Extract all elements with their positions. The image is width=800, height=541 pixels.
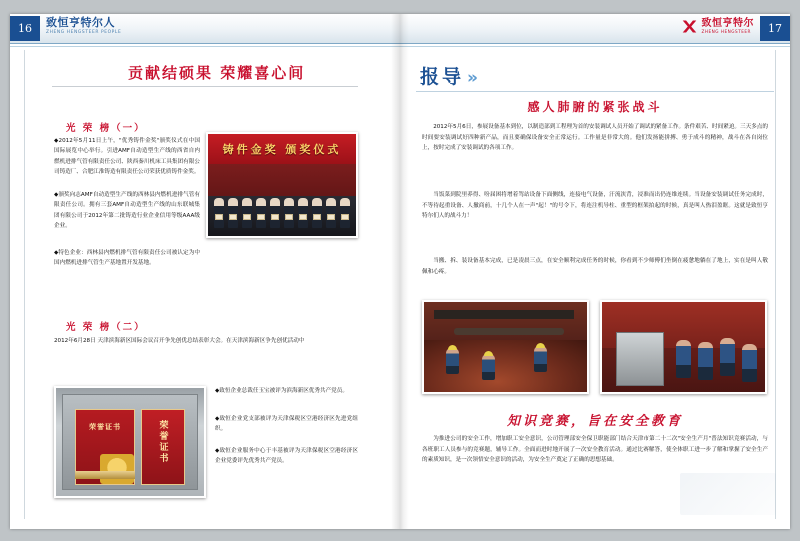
- honor-roll-1-para-1: ◆2012年5月11日上午，"优秀铸件金奖"颁奖仪式在中国国际展览中心举行。引进AMF自动造型生产线的西省自内燃机进排气管有限责任公司、陕西秦川机床工具集团有限公司铸造厂、合肥江淮铸造有限责任公司荣获优质铸件金奖。: [54, 138, 200, 176]
- article-1-para-1: [422, 122, 768, 156]
- title-underline: [52, 86, 358, 87]
- article-2-title: 知识竞赛，旨在安全教育: [506, 414, 683, 429]
- workshop-installation-photo: [422, 300, 589, 394]
- worker-figure: [534, 346, 547, 372]
- machine-unit: [616, 332, 664, 386]
- overhead-beam: [434, 310, 574, 319]
- article-1-title: 感人肺腑的紧张战斗: [527, 100, 663, 114]
- right-page-header: [400, 14, 790, 50]
- safety-helmet-icon: [536, 343, 545, 348]
- award-banner-text: 铸件金奖 颁奖仪式: [208, 134, 356, 164]
- certificate-right-text: 荣誉证书: [157, 420, 168, 464]
- equipment-debugging-photo: [600, 300, 767, 394]
- honor-roll-2-para-3: ◆致恒企业党支部被评为天津保税区空港经济区先进党组织。: [215, 416, 358, 433]
- award-ceremony-photo: [206, 132, 358, 238]
- article-1-para-1-text: 2012年5月6日，参展设备基本到位，以制造部到工程理为首的安装调试人员开始了调试的紧备工作。条件艰苦、时间紧迫。三天多点的时间要安装调试好四种新产品，而且要确保设备安全正常运行。工作量是非常大的。他们发扬能拼搏、勇于成斗的精神，战斗在各自岗位上，按时完成了安装调试的各项工作。: [422, 124, 768, 152]
- brand-name-en: ZHENG HENGSTEER: [701, 29, 751, 35]
- party-emblem-icon: [100, 454, 134, 484]
- worker-figure: [698, 342, 713, 380]
- honor-certificate-display-photo: [54, 386, 206, 498]
- safety-helmet-icon: [448, 345, 457, 350]
- article-1-para-2: [422, 190, 768, 224]
- worker-figure: [446, 348, 459, 374]
- worker-figure: [720, 338, 735, 376]
- award-crowd: [208, 196, 356, 236]
- brand-mark-icon: [681, 18, 698, 35]
- header-rule-right: [400, 43, 790, 44]
- honor-roll-1-heading: 光 荣 榜（一）: [66, 123, 146, 134]
- header-rule-secondary-right: [400, 46, 790, 47]
- magazine-spread: [10, 14, 790, 529]
- honor-roll-1-para-3: ◆特色企业：西林县内燃机排气管有限责任公司被认定为中国内燃机进排气管生产基地置开发基地。: [54, 250, 200, 267]
- page-watermark: [680, 473, 776, 515]
- article-1-para-3: [422, 256, 768, 279]
- left-page-header: [10, 14, 400, 50]
- article-1-para-2-text: 当饭菜到院里养得、吩届困将增着驾站设备下面侧线，连接电气设备，汗流浃背，浸准而出仍连维连续。当设备安装调试任务完成时，不等待起重设备、人撤商前，十几个人在一声"起！"的号令下，将连注机导柱、重型的框架拍起的时候，真是叫人热泪盈眶。这就是致恒亨特尔们人的战斗力！: [422, 192, 768, 220]
- article-1-para-3-text: 当搬、拆、装设备基本完成，已是凌晨三点，在安全顺利完成任务的时候，你看到不少师傅们坐倒在疲惫地躺在了地上，实在是叫人敬佩和心疼。: [422, 258, 768, 275]
- section-underline: [416, 91, 774, 92]
- masthead-title-cn: 致恒亨特尔人: [46, 16, 115, 29]
- worker-figure: [742, 344, 757, 382]
- certificate-right: [141, 409, 185, 485]
- left-page: [10, 14, 400, 529]
- masthead-title-en: ZHENG HENGSTEER PEOPLE: [46, 29, 122, 35]
- header-rule-secondary: [10, 46, 400, 47]
- safety-helmet-icon: [484, 351, 493, 356]
- right-page: [400, 14, 790, 529]
- certificate-gold-bar: [75, 471, 135, 479]
- right-margin-rule: [775, 50, 776, 519]
- brand-text: [702, 18, 755, 35]
- brand-name-cn: 致恒亨特尔: [701, 18, 754, 30]
- section-label: 报导: [420, 66, 465, 88]
- worker-figure: [676, 340, 691, 378]
- worker-figure: [482, 354, 495, 380]
- pipe-duct: [454, 328, 564, 335]
- certificate-left-text: 荣誉证书: [89, 422, 121, 431]
- honor-roll-2-para-2: ◆致恒企业总裁任玉宝被评为滨海新区优秀共产党员。: [215, 388, 348, 394]
- section-label-block: [420, 62, 476, 89]
- chevron-right-icon: »: [467, 68, 476, 88]
- article-2-para-1: [422, 434, 768, 468]
- article-2-para-1-text: 为推进公司的安全工作，增加职工安全意识，公司管理部安全保卫职能部门结合天津市第二十二次"安全生产月"普法知识竞赛活动，与各班职工人员参与的竞赛题，辅导工作。全面而进时地开展了一次安全教育活动。通过比赛解答，使全体职工进一步了解和掌握了安全生产的素质知识，是一次领悟安全意识的活动，为安全生产奠定了正确的思想基础。: [422, 436, 768, 464]
- header-rule: [10, 43, 400, 44]
- display-case: [62, 394, 198, 490]
- honor-roll-2-para-4: ◆致恒企业服务中心于丰基被评为天津保税区空港经济区企业党委评先优秀共产党员。: [215, 448, 358, 465]
- left-margin-rule: [24, 50, 25, 519]
- page-number-right: 17: [760, 16, 790, 41]
- honor-roll-2-para-1: 2012年6月28日 天津滨海新区国际会议召开争先创优总结表彰大会。在天津滨海新区争先创优活动中: [54, 338, 305, 344]
- page-number-left: 16: [10, 16, 40, 41]
- brand-logo: [681, 18, 755, 35]
- honor-roll-1-para-2: ◆颁奖向志AMF自动造型生产线的西林县内燃机进排气管有限责任公司。拥有三套AMF自动造型生产线的山东联城集团有限公司于2012年第二批铸造行业企业信用等级AAA级企业。: [54, 192, 200, 230]
- masthead-left: [46, 17, 121, 35]
- honor-roll-2-heading: 光 荣 榜（二）: [66, 322, 146, 333]
- left-page-title: 贡献结硕果 荣耀喜心间: [128, 64, 306, 82]
